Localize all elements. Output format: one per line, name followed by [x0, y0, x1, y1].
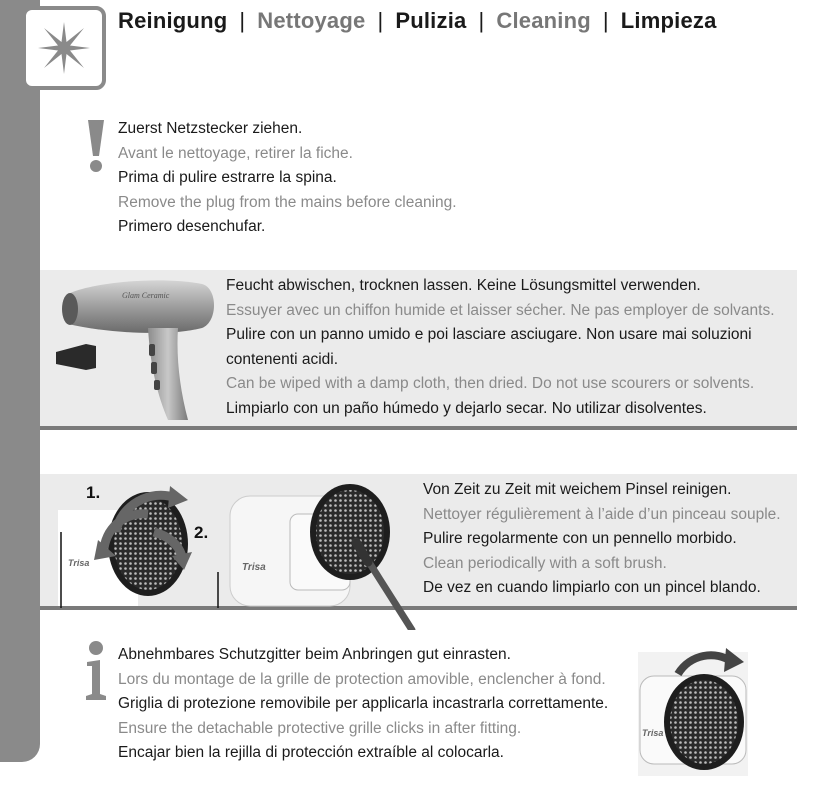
title-separator: |	[377, 8, 384, 33]
instruction-es: Encajar bien la rejilla di protección extraíble al colocarla.	[118, 744, 504, 762]
title-it: Pulizia	[395, 8, 467, 33]
instruction-fr: Essuyer avec un chiffon humide et laisser sécher. Ne pas employer de solvants.	[226, 301, 775, 319]
instruction-de: Zuerst Netzstecker ziehen.	[118, 120, 303, 137]
title-es: Limpieza	[620, 8, 717, 33]
section-divider	[40, 426, 797, 430]
instruction-de: Von Zeit zu Zeit mit weichem Pinsel reinigen.	[423, 481, 732, 498]
grille-removal-image	[58, 476, 228, 610]
brand-label: Trisa	[68, 558, 90, 568]
instruction-en: Remove the plug from the mains before cleaning.	[118, 193, 457, 211]
title-en: Cleaning	[496, 8, 591, 33]
title-separator: |	[602, 8, 609, 33]
instruction-de: Feucht abwischen, trocknen lassen. Keine Lösungsmittel verwenden.	[226, 277, 701, 294]
logo-box	[22, 6, 106, 90]
instruction-es: Limpiarlo con un paño húmedo y dejarlo secar. No utilizar disolventes.	[226, 399, 707, 417]
exclamation-icon	[86, 118, 106, 174]
page-title	[118, 8, 717, 34]
dryer-brand-label: Glam Ceramic	[122, 291, 170, 300]
instruction-it: Griglia di protezione removibile per applicarla incastrarla correttamente.	[118, 695, 609, 713]
instruction-de: Abnehmbares Schutzgitter beim Anbringen gut einrasten.	[118, 646, 511, 663]
instruction-en: Can be wiped with a damp cloth, then dried. Do not use scourers or solvents.	[226, 375, 755, 393]
instruction-it: Pulire con un panno umido e poi lasciare asciugare. Non usare mai soluzioni	[226, 326, 752, 344]
brand-label: Trisa	[242, 562, 266, 573]
instruction-it: Prima di pulire estrarre la spina.	[118, 169, 337, 187]
grille-instructions	[118, 643, 608, 766]
instruction-es: De vez en cuando limpiarlo con un pincel blando.	[423, 579, 761, 597]
instruction-fr: Nettoyer régulièrement à l’aide d’un pinceau souple.	[423, 505, 781, 523]
brand-label: Trisa	[642, 728, 664, 738]
sidebar-bar	[0, 0, 40, 762]
step-one-label: 1.	[86, 483, 101, 502]
brush-cleaning-image	[228, 478, 418, 630]
title-separator: |	[239, 8, 246, 33]
hair-dryer-image	[52, 272, 222, 424]
star-logo-icon	[36, 20, 92, 76]
instruction-es: Primero desenchufar.	[118, 218, 266, 236]
info-icon	[84, 640, 108, 702]
wipe-instructions	[226, 274, 775, 422]
instruction-en: Clean periodically with a soft brush.	[423, 554, 667, 572]
instruction-it-cont: contenenti acidi.	[226, 350, 339, 368]
title-de: Reinigung	[118, 8, 228, 33]
instruction-fr: Lors du montage de la grille de protection amovible, enclencher à fond.	[118, 670, 606, 688]
instruction-en: Ensure the detachable protective grille clicks in after fitting.	[118, 719, 522, 737]
title-separator: |	[478, 8, 485, 33]
step-two-label: 2.	[194, 523, 209, 542]
unplug-instructions	[118, 117, 457, 240]
brush-instructions	[423, 478, 781, 601]
title-fr: Nettoyage	[257, 8, 366, 33]
instruction-it: Pulire regolarmente con un pennello morbido.	[423, 530, 737, 548]
grille-attach-image	[638, 640, 748, 776]
instruction-fr: Avant le nettoyage, retirer la fiche.	[118, 144, 353, 162]
